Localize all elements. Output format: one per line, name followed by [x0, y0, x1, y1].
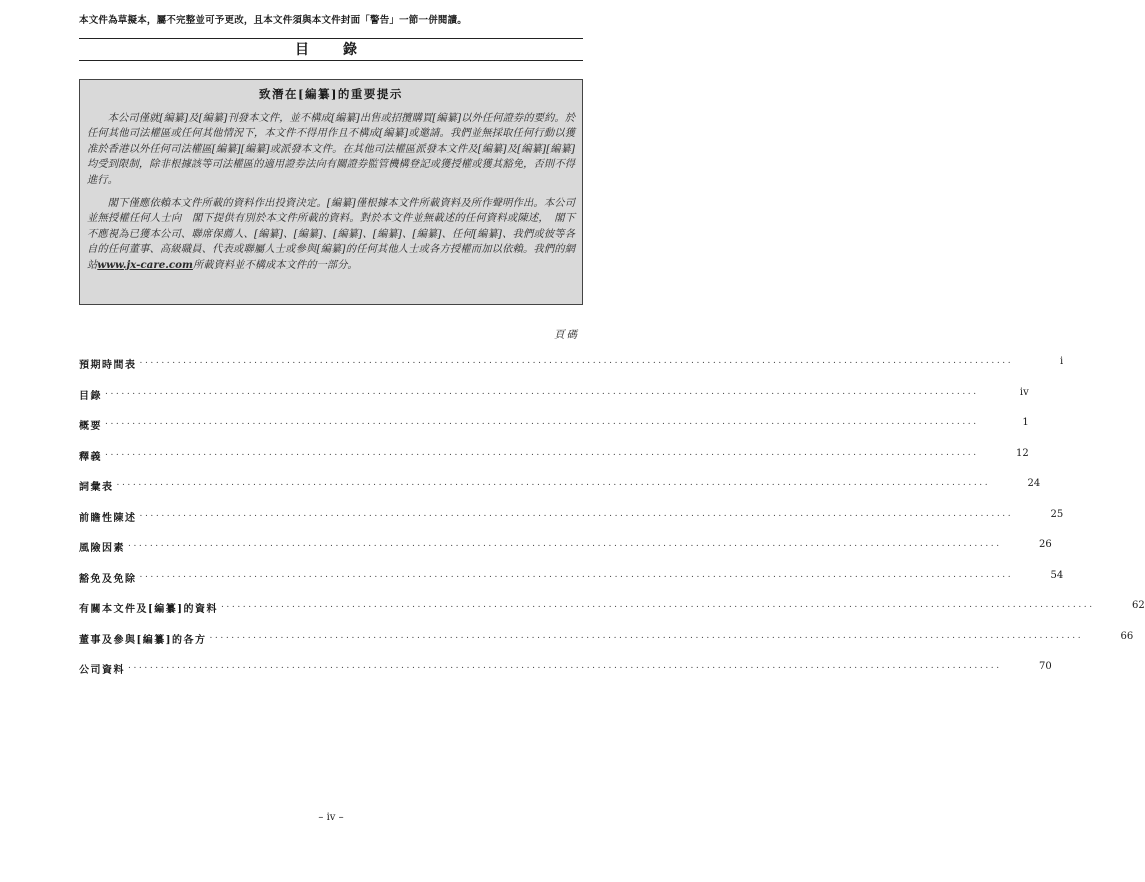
toc-entry-page-number: 1 [1022, 417, 1029, 428]
toc-entry-title: 公司資料 [79, 665, 125, 676]
toc-entry[interactable] [79, 508, 1064, 540]
toc-entry-title: 董事及參與[編纂]的各方 [79, 634, 207, 646]
toc-leader-dots: ................................................................................................................................................................ [209, 630, 1084, 641]
toc-leader-dots: ................................................................................................................................................................ [105, 386, 979, 397]
table-of-contents [79, 356, 1145, 692]
toc-entry-title: 前瞻性陳述 [79, 512, 137, 524]
toc-entry[interactable] [79, 417, 1029, 448]
toc-entry-page-number: 70 [1039, 661, 1052, 672]
toc-entry-page-number: i [1060, 356, 1064, 367]
notice-paragraph-2-text: 閣下僅應依賴本文件所載的資料作出投資決定。[編纂]僅根據本文件所載資料及所作聲明作出。本公司並無授權任何人士向 閣下提供有別於本文件所載的資料。對於本文件並無載述的任何資料或陳述， 閣下不應視為已獲本公司、聯席保薦人、[編纂]、[編纂]、[編纂]、[編纂]、[編纂]、任何[編纂]、我們或彼等各自的任何董事、高級職員、代表或聯屬人士或參與[編纂]的任何其他人士或各方授權而加以依賴。我們的網站 [87, 197, 575, 271]
page-number-footer: – iv – [318, 812, 344, 823]
toc-entry-page-number: 25 [1050, 508, 1064, 520]
toc-entry-page-number: iv [1019, 386, 1029, 398]
toc-entry-title: 預期時間表 [79, 360, 137, 371]
toc-leader-dots: ................................................................................................................................................................ [139, 508, 1014, 519]
important-notice-box [79, 79, 583, 305]
toc-entry[interactable] [79, 600, 1145, 631]
toc-entry[interactable] [79, 661, 1052, 692]
page-column-label: 頁碼 [554, 329, 579, 341]
toc-entry[interactable] [79, 478, 1041, 509]
toc-entry-page-number: 66 [1120, 630, 1134, 642]
notice-paragraph-1: 本公司僅就[編纂]及[編纂]刊發本文件，並不構成[編纂]出售或招攬購買[編纂]以外任何證券的要約。於任何其他司法權區或任何其他情況下，本文件不得用作且不構成[編纂]或邀請。我們並無採取任何行動以獲准於香港以外任何司法權區[編纂][編纂]或派發本文件。在其他司法權區派發本文件及[編纂]及[編纂][編纂]均受到限制，除非根據該等司法權區的適用證券法向有關證券監管機構登記或獲授權或獲其豁免，否則不得進行。 [87, 112, 575, 186]
toc-entry[interactable] [79, 569, 1064, 601]
page-title: 目 錄 [295, 42, 367, 58]
toc-entry-title: 釋義 [79, 451, 102, 463]
title-rule-top [79, 38, 583, 39]
toc-entry-title: 有關本文件及[編纂]的資料 [79, 604, 218, 615]
toc-leader-dots: ................................................................................................................................................................ [128, 539, 1002, 549]
notice-paragraph-2 [87, 196, 575, 273]
toc-leader-dots: ................................................................................................................................................................ [139, 569, 1014, 580]
title-rule-bottom [79, 60, 583, 61]
notice-title: 致潛在[編纂]的重要提示 [259, 87, 403, 101]
toc-entry-title: 目錄 [79, 390, 102, 402]
toc-entry-page-number: 62 [1131, 600, 1145, 611]
toc-entry-title: 概要 [79, 421, 102, 432]
toc-entry-page-number: 26 [1039, 539, 1052, 550]
toc-entry[interactable] [79, 356, 1064, 387]
toc-leader-dots: ................................................................................................................................................................ [105, 447, 979, 458]
toc-leader-dots: ................................................................................................................................................................ [116, 478, 991, 488]
toc-entry-page-number: 24 [1027, 478, 1041, 489]
toc-leader-dots: ................................................................................................................................................................ [220, 600, 1095, 610]
draft-header-note: 本文件為草擬本，屬不完整並可予更改，且本文件須與本文件封面「警告」一節一併閱讀。 [79, 15, 468, 26]
toc-entry[interactable] [79, 630, 1134, 662]
toc-entry[interactable] [79, 539, 1052, 570]
toc-entry-title: 詞彙表 [79, 482, 114, 493]
toc-entry-page-number: 54 [1050, 569, 1064, 581]
notice-paragraph-2-tail: 所載資料並不構成本文件的一部分。 [192, 258, 358, 271]
toc-entry[interactable] [79, 386, 1029, 418]
toc-leader-dots: ................................................................................................................................................................ [139, 356, 1014, 366]
toc-entry-title: 豁免及免除 [79, 573, 137, 585]
company-website-link[interactable]: www.jx-care.com [97, 258, 193, 271]
toc-leader-dots: ................................................................................................................................................................ [128, 661, 1002, 671]
toc-entry-title: 風險因素 [79, 543, 125, 554]
toc-entry[interactable] [79, 447, 1029, 479]
toc-entry-page-number: 12 [1016, 447, 1029, 459]
toc-leader-dots: ................................................................................................................................................................ [105, 417, 979, 427]
